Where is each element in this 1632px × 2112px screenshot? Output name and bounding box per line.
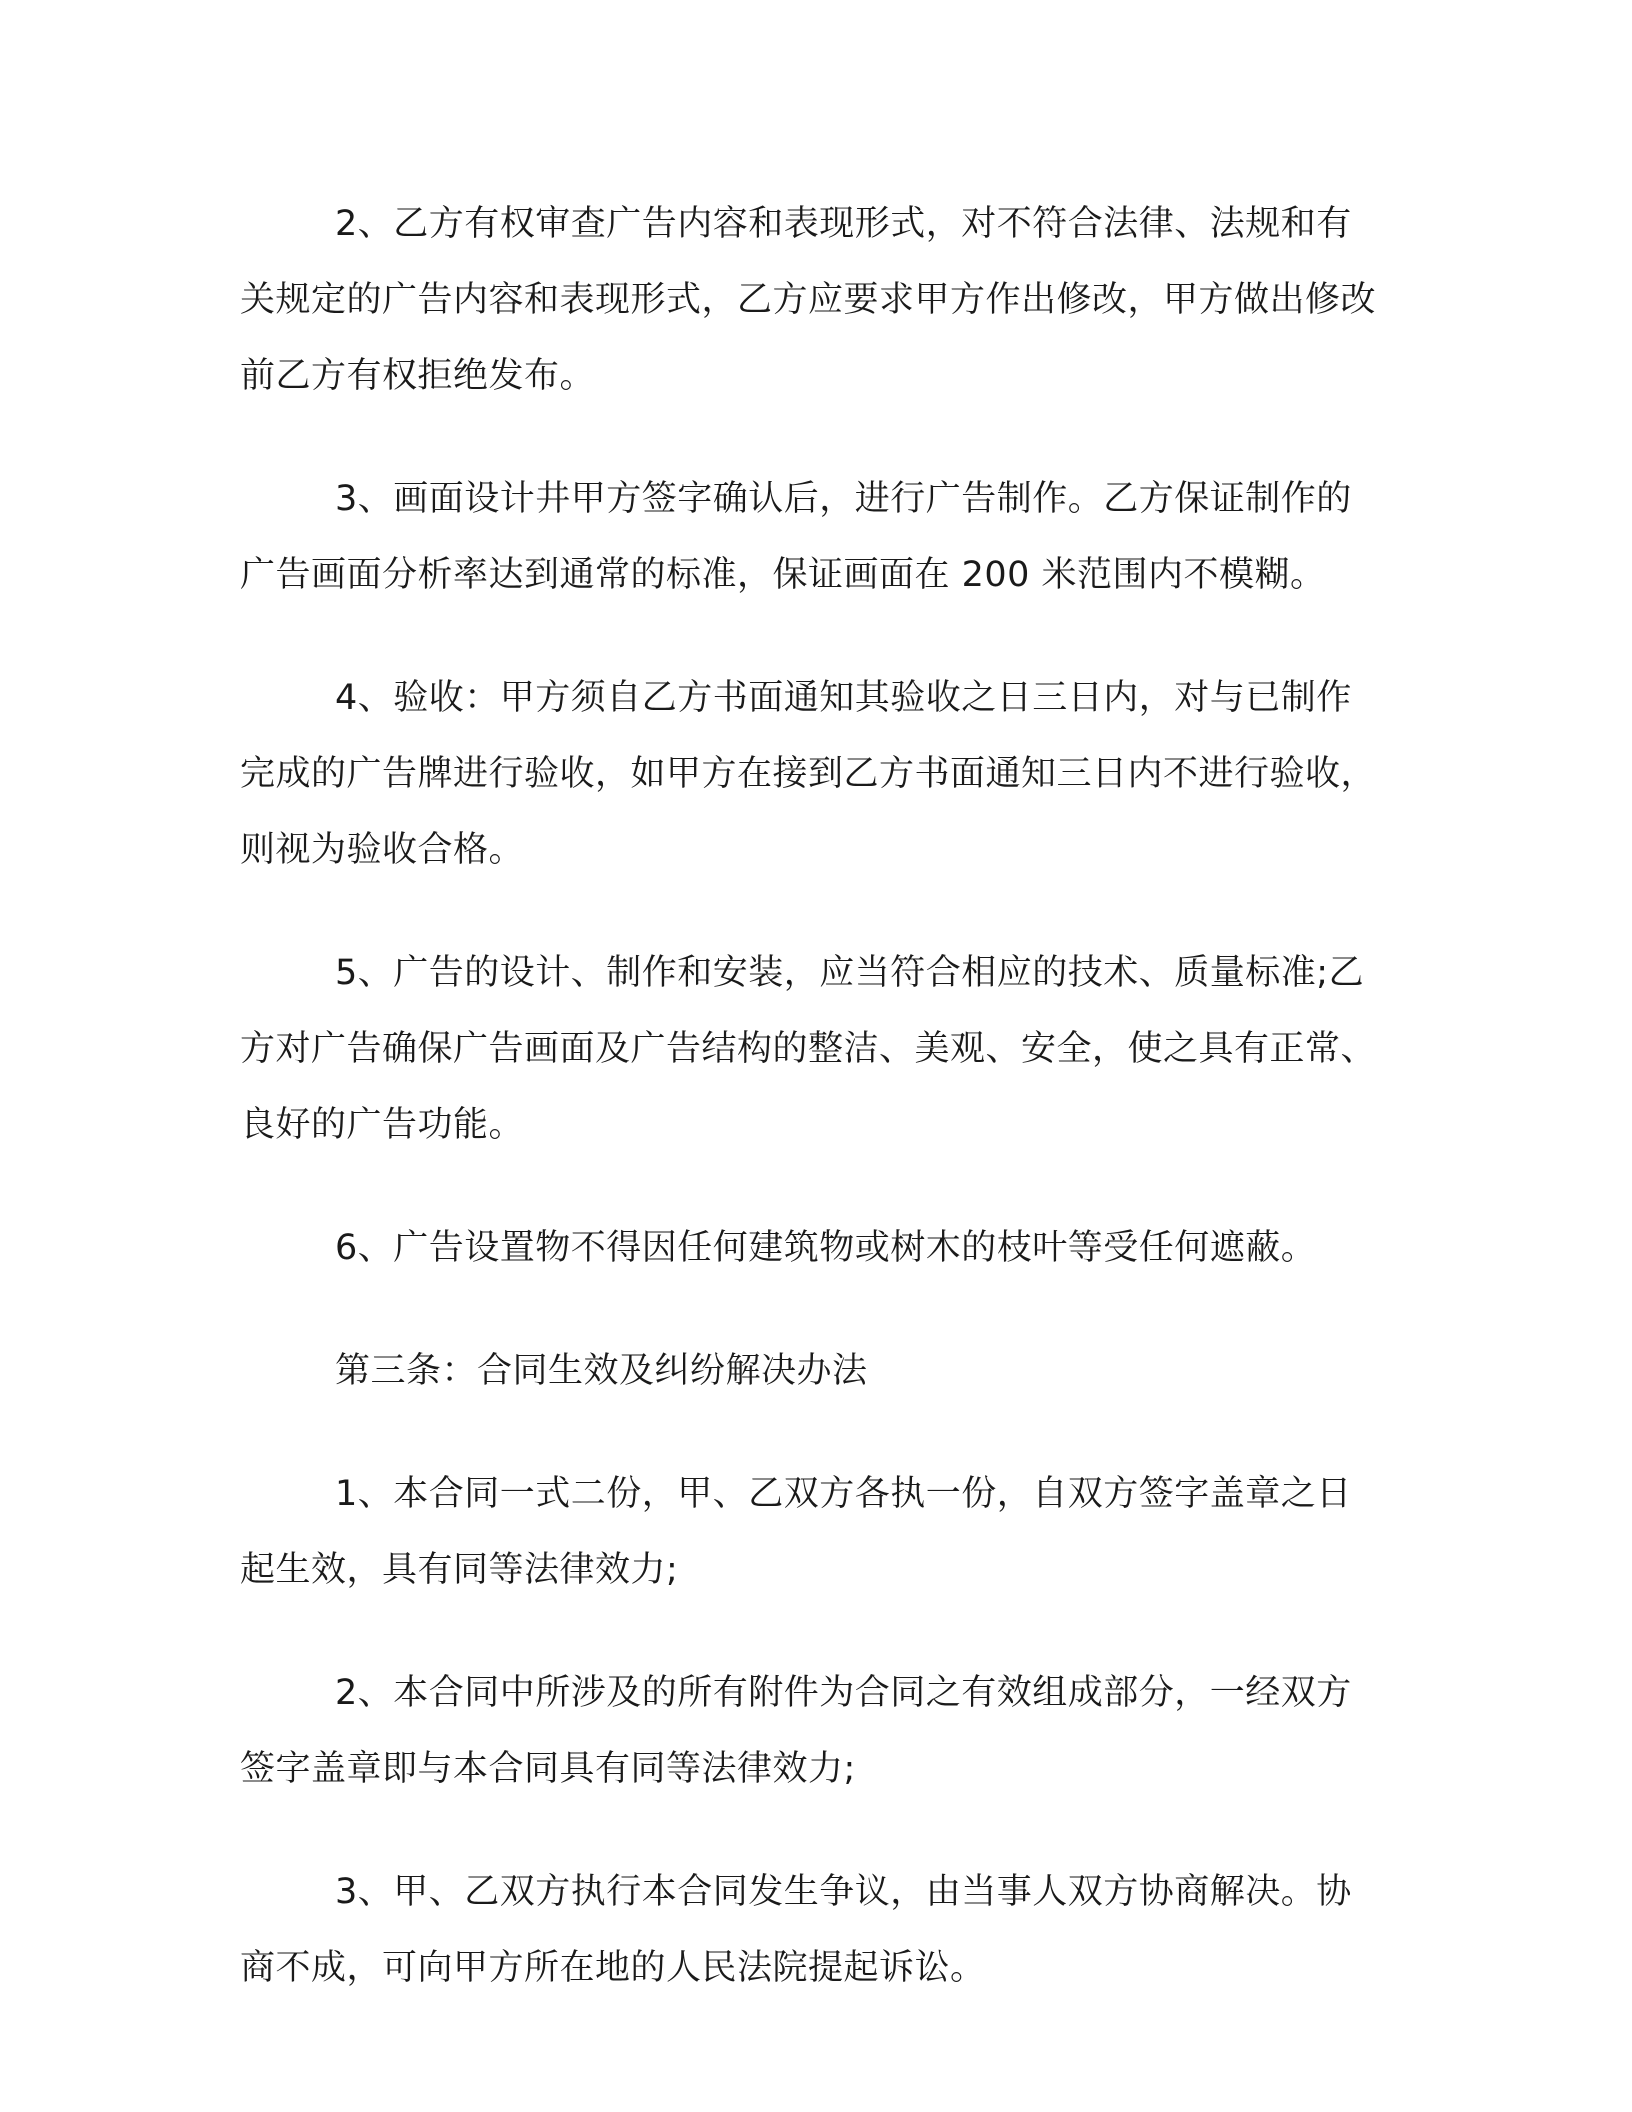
document-page <box>240 186 1380 2053</box>
clause-4-acceptance: 4、验收：甲方须自乙方书面通知其验收之日三日内，对与已制作完成的广告牌进行验收，如甲方在接到乙方书面通知三日内不进行验收，则视为验收合格。 <box>240 678 1377 870</box>
article-3-heading: 第三条：合同生效及纠纷解决办法 <box>335 1351 868 1391</box>
article-3-clause-1: 1、本合同一式二份，甲、乙双方各执一份，自双方签字盖章之日起生效，具有同等法律效力; <box>240 1474 1352 1590</box>
clause-5-standards: 5、广告的设计、制作和安装，应当符合相应的技术、质量标准;乙方对广告确保广告画面及广告结构的整洁、美观、安全，使之具有正常、良好的广告功能。 <box>240 953 1377 1145</box>
clause-3-design-production: 3、画面设计井甲方签字确认后，进行广告制作。乙方保证制作的广告画面分析率达到通常的标准，保证画面在 200 米范围内不模糊。 <box>240 479 1352 595</box>
clause-6-no-obstruction: 6、广告设置物不得因任何建筑物或树木的枝叶等受任何遮蔽。 <box>335 1228 1317 1268</box>
clause-2-review-rights: 2、乙方有权审查广告内容和表现形式，对不符合法律、法规和有关规定的广告内容和表现形式，乙方应要求甲方作出修改，甲方做出修改前乙方有权拒绝发布。 <box>240 204 1377 396</box>
article-3-clause-2: 2、本合同中所涉及的所有附件为合同之有效组成部分，一经双方签字盖章即与本合同具有同等法律效力; <box>240 1673 1352 1789</box>
article-3-clause-3: 3、甲、乙双方执行本合同发生争议，由当事人双方协商解决。协商不成，可向甲方所在地的人民法院提起诉讼。 <box>240 1872 1352 1988</box>
